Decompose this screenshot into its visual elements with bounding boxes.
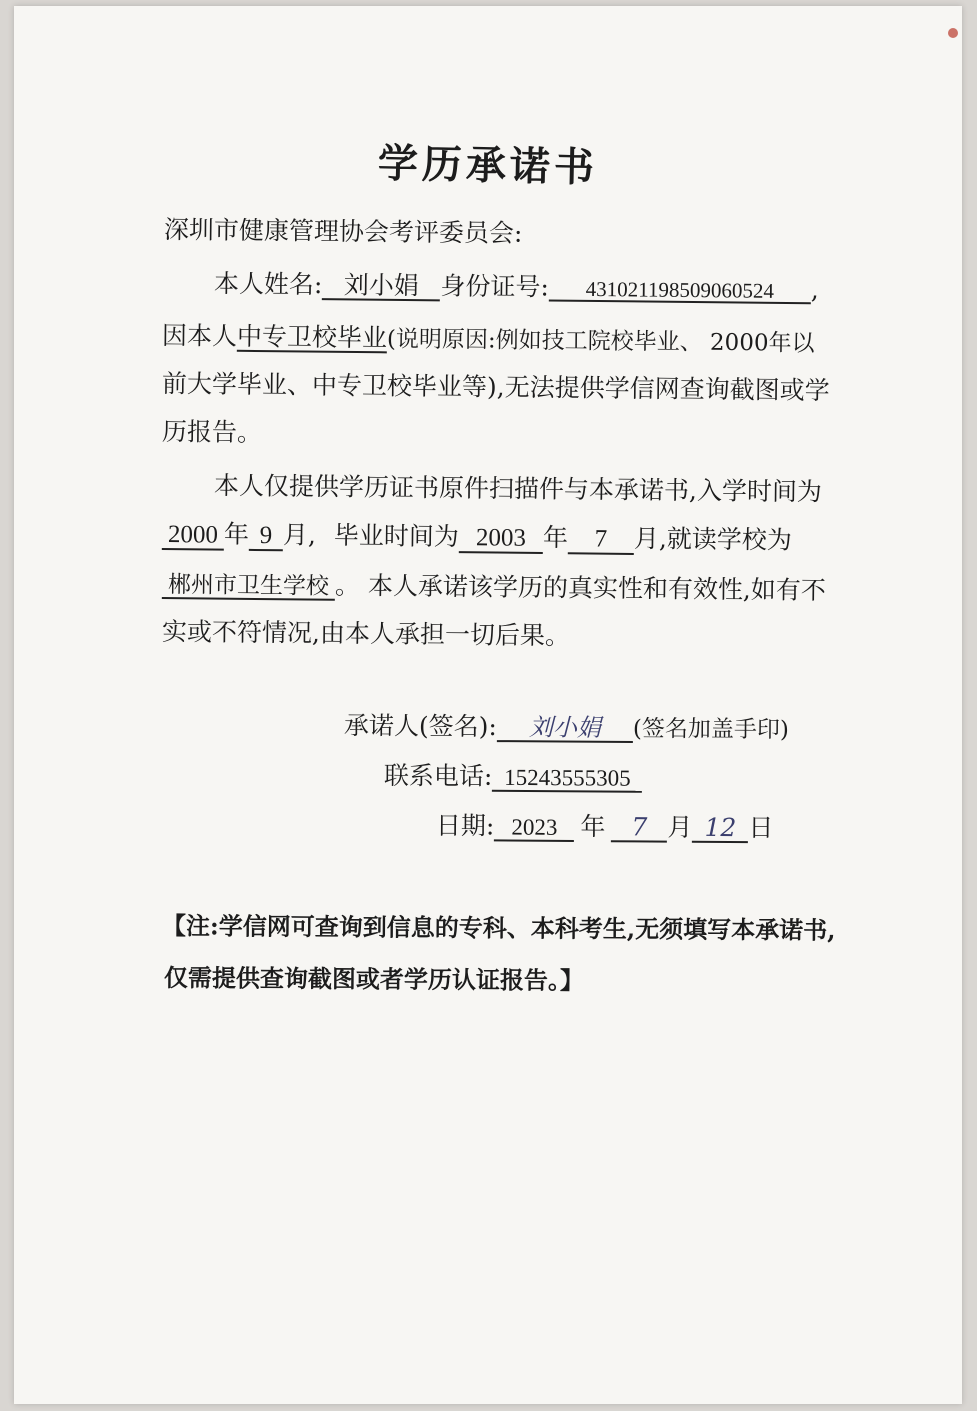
grad-month-field: 7 (568, 526, 634, 555)
date-month-word: 月 (667, 812, 693, 842)
grad-label: 毕业时间为 (333, 520, 460, 552)
reason-note-1: (说明原因:例如技工院校毕业、 2000年以 (386, 326, 815, 357)
date-year-field: 2023 (494, 815, 574, 842)
enroll-year-field: 2000 (162, 522, 224, 551)
commitment-line-3 (162, 564, 826, 607)
phone-line (384, 756, 643, 794)
grad-year-field: 2003 (459, 525, 543, 554)
reason-prefix: 因本人 (161, 321, 238, 351)
document-title: 学历承诺书 (377, 139, 599, 192)
name-label: 本人姓名: (213, 269, 323, 300)
note-line-1: 【注:学信网可查询到信息的专科、本科考生,无须填写本承诺书, (161, 911, 836, 945)
id-trailing-comma: , (810, 275, 819, 305)
signer-label: 承诺人(签名): (343, 711, 498, 742)
date-label: 日期: (435, 811, 495, 841)
reason-line-2: 前大学毕业、中专卫校毕业等),无法提供学信网查询截图或学 (161, 369, 830, 405)
red-ink-blot (948, 28, 958, 38)
reason-field: 中专卫校毕业 (236, 321, 388, 353)
name-id-line (214, 264, 819, 306)
reason-line-3: 历报告。 (161, 417, 263, 448)
phone-label: 联系电话: (383, 761, 493, 791)
month-word-1: 月, (282, 520, 317, 550)
id-label: 身份证号: (440, 271, 549, 302)
month-word-2: 月,就读学校为 (633, 523, 793, 555)
note-line-2: 仅需提供查询截图或者学历认证报告。】 (163, 963, 585, 995)
salutation: 深圳市健康管理协会考评委员会: (163, 215, 523, 248)
reason-line-1 (162, 316, 815, 359)
phone-field: 15243555305 (492, 766, 642, 793)
commitment-line-4: 实或不符情况,由本人承担一切后果。 (161, 617, 571, 651)
signer-line (344, 706, 789, 745)
name-field: 刘小娟 (322, 272, 440, 301)
year-word-2: 年 (542, 522, 569, 553)
date-day-word: 日 (748, 813, 774, 843)
commitment-line-2 (162, 514, 792, 557)
id-number-field: 431021198509060524 (549, 278, 811, 305)
commitment-line-3-rest: 。 本人承诺该学历的真实性和有效性,如有不 (334, 570, 827, 605)
date-day-field: 12 (692, 815, 748, 844)
enroll-month-field: 9 (249, 523, 283, 552)
handwritten-signature: 刘小娟 (497, 715, 633, 743)
date-line (436, 806, 774, 844)
document-page (14, 6, 962, 1404)
signer-note: (签名加盖手印) (632, 716, 789, 744)
date-month-field: 7 (611, 814, 667, 843)
date-year-word: 年 (580, 812, 606, 842)
school-field: 郴州市卫生学校 (162, 573, 335, 601)
year-word-1: 年 (223, 519, 250, 549)
commitment-line-1: 本人仅提供学历证书原件扫描件与本承诺书,入学时间为 (213, 471, 823, 507)
